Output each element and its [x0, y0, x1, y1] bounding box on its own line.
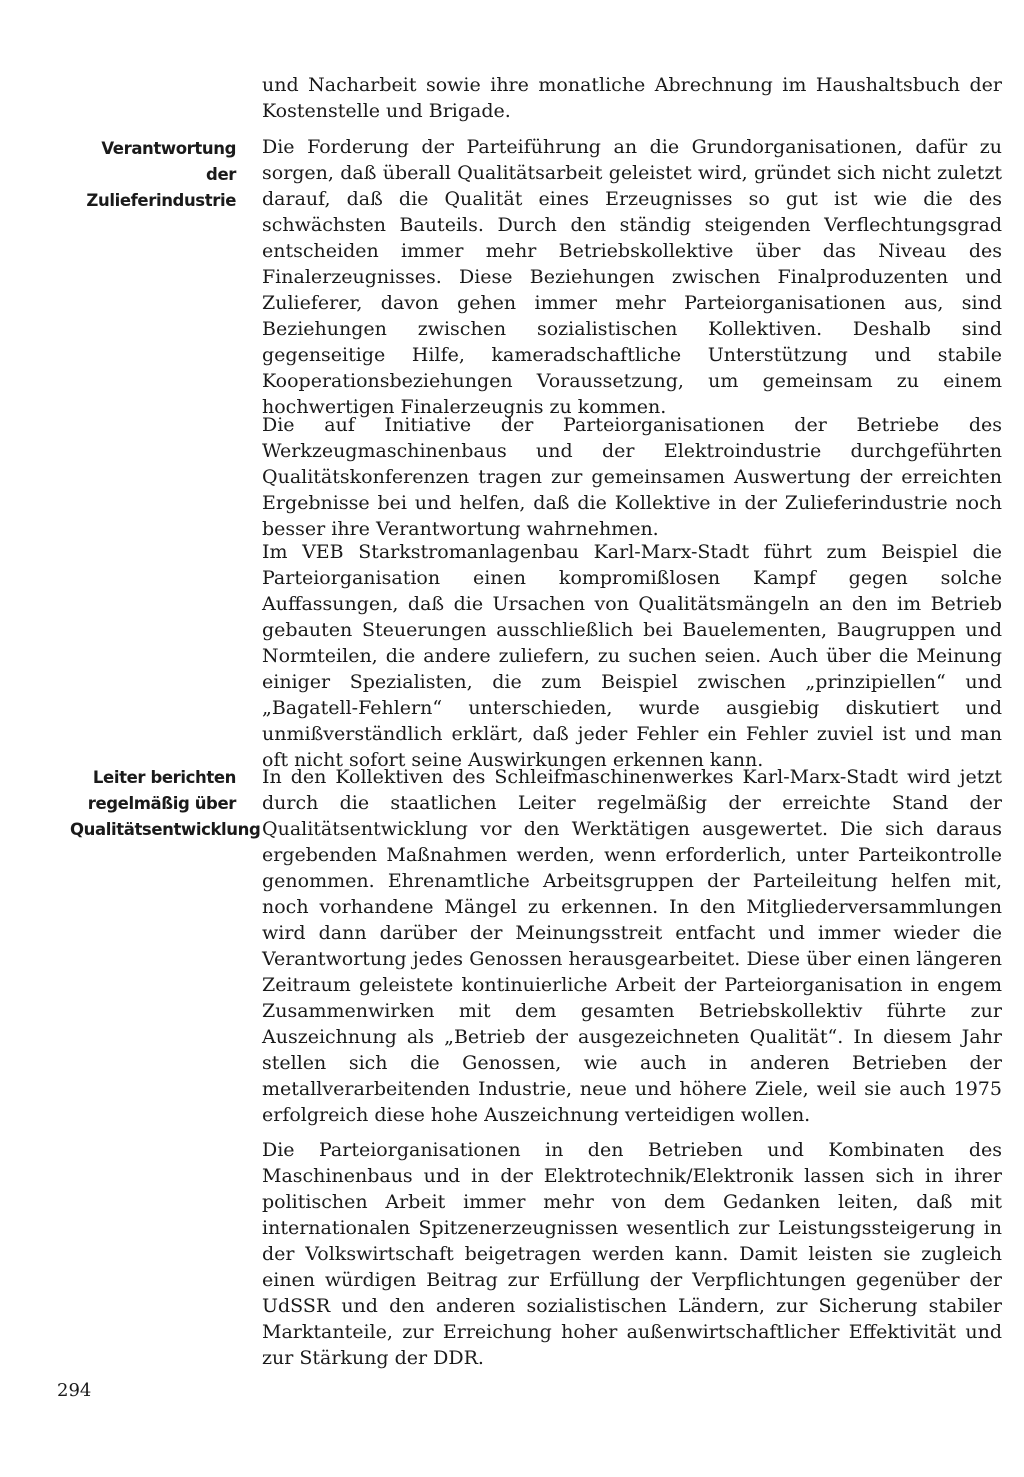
page-number: 294 [57, 1380, 92, 1401]
margin-note-line: Zulieferindustrie [86, 191, 236, 210]
margin-note-zulieferindustrie [70, 136, 236, 214]
paragraph-starkstromanlagenbau: Im VEB Starkstromanlagenbau Karl-Marx-Stadt führt zum Beispiel die Parteiorganisation einen kompromißlosen Kampf gegen solche Auffassungen, daß die Ursachen von Qualitätsmängeln an den im Betrieb gebauten Steuerungen ausschließlich bei Bauelementen, Baugruppen und Normteilen, die andere zuliefern, zu suchen seien. Auch über die Meinung einiger Spezialisten, die zum Beispiel zwischen „prinzipiellen“ und „Bagatell-Fehlern“ unterschieden, wurde ausgiebig diskutiert und unmißverständlich erklärt, daß jeder Fehler ein Fehler zuviel ist und man oft nicht sofort seine Auswirkungen erkennen kann. [262, 541, 1002, 771]
paragraph-forderung: Die Forderung der Parteiführung an die Grundorganisationen, dafür zu sorgen, daß überall Qualitätsarbeit geleistet wird, gründet sich nicht zuletzt darauf, daß die Qualität eines Erzeugnisses so gut ist wie die des schwächsten Bauteils. Durch den ständig steigenden Verflechtungsgrad entscheiden immer mehr Betriebskollektive über das Niveau des Finalerzeugnisses. Diese Beziehungen zwischen Finalproduzenten und Zulieferer, davon gehen immer mehr Parteiorganisationen aus, sind Beziehungen zwischen sozialistischen Kollektiven. Deshalb sind gegenseitige Hilfe, kameradschaftliche Unterstützung und stabile Kooperationsbeziehungen Voraussetzung, um gemeinsam zu einem hochwertigen Finalerzeugnis zu kommen. [262, 136, 1002, 418]
margin-note-line: regelmäßig über [87, 794, 236, 813]
margin-note-line: Qualitätsentwicklung [70, 820, 261, 839]
paragraph-schleifmaschinenwerk: In den Kollektiven des Schleifmaschinenwerkes Karl-Marx-Stadt wird jetzt durch die staatlichen Leiter regelmäßig der erreichte Stand der Qualitätsentwicklung vor den Werktätigen ausgewertet. Die sich daraus ergebenden Maßnahmen werden, wenn erforderlich, unter Parteikontrolle genommen. Ehrenamtliche Arbeitsgruppen der Parteileitung helfen mit, noch vorhandene Mängel zu erkennen. In den Mitgliederversammlungen wird dann darüber der Meinungsstreit entfacht und immer wieder die Verantwortung jedes Genossen herausgearbeitet. Diese über einen längeren Zeitraum geleistete kontinuierliche Arbeit der Parteiorganisation in engem Zusammenwirken mit dem gesamten Betriebskollektiv führte zur Auszeichnung als „Betrieb der ausgezeichneten Qualität“. In diesem Jahr stellen sich die Genossen, wie auch in anderen Betrieben der metallverarbeitenden Industrie, neue und höhere Ziele, weil sie auch 1975 erfolgreich diese hohe Auszeichnung verteidigen wollen. [262, 766, 1002, 1126]
margin-note-line: Verantwortung der [101, 139, 236, 184]
paragraph-qualitaetskonferenzen: Die auf Initiative der Parteiorganisationen der Betriebe des Werkzeugmaschinenbaus und der Elektroindustrie durchgeführten Qualitätskonferenzen tragen zur gemeinsamen Auswertung der erreichten Ergebnisse bei und helfen, daß die Kollektive in der Zulieferindustrie noch besser ihre Verantwortung wahrnehmen. [262, 414, 1002, 540]
paragraph-maschinenbau: Die Parteiorganisationen in den Betrieben und Kombinaten des Maschinenbaus und in der Elektrotechnik/Elektronik lassen sich in ihrer politischen Arbeit immer mehr von dem Gedanken leiten, daß mit internationalen Spitzenerzeugnissen wesentlich zur Leistungssteigerung in der Volkswirtschaft beigetragen werden kann. Damit leisten sie zugleich einen würdigen Beitrag zur Erfüllung der Verpflichtungen gegenüber der UdSSR und den anderen sozialistischen Ländern, zur Sicherung stabiler Marktanteile, zur Erreichung hoher außenwirtschaftlicher Effektivität und zur Stärkung der DDR. [262, 1139, 1002, 1369]
margin-note-qualitaetsentwicklung [70, 765, 261, 843]
paragraph-continuation: und Nacharbeit sowie ihre monatliche Abrechnung im Haushaltsbuch der Kostenstelle und Brigade. [262, 74, 1002, 122]
margin-note-line: Leiter berichten [92, 768, 236, 787]
